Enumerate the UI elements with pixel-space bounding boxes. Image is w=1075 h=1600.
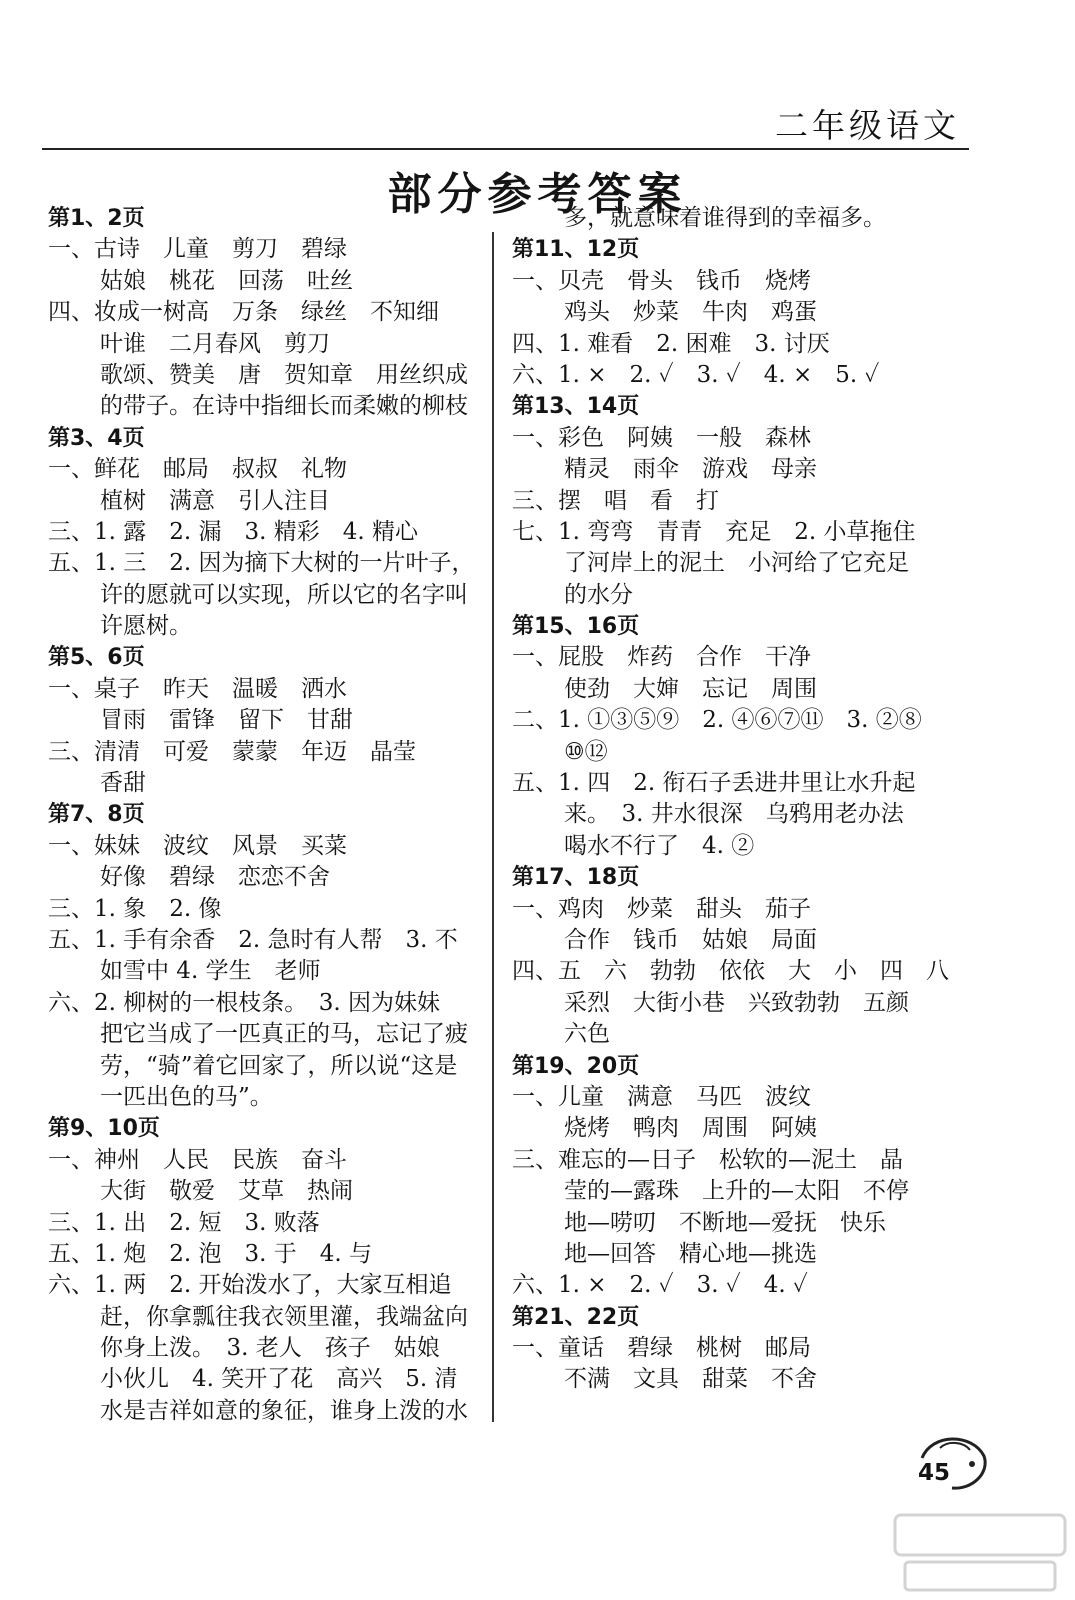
answer-line: 六色 [564, 1021, 610, 1048]
answer-line: 了河岸上的泥土 小河给了它充足 [564, 550, 909, 577]
answer-line: 三、清清 可爱 蒙蒙 年迈 晶莹 [48, 738, 416, 765]
answer-line: 一、桌子 昨天 温暖 洒水 [48, 675, 347, 702]
section-heading: 第15、16页 [512, 614, 640, 640]
answer-line: 六、1. × 2. ✓ 3. ✓ 4. ✓ [512, 1272, 808, 1299]
answer-line: 好像 碧绿 恋恋不舍 [100, 864, 330, 891]
answer-line: 喝水不行了 4. ② [564, 832, 755, 859]
answer-line: 水是吉祥如意的象征，谁身上泼的水 [100, 1397, 468, 1424]
page-number: 45 [918, 1460, 951, 1486]
answer-line: 歌颂、赞美 唐 贺知章 用丝织成 [100, 361, 468, 388]
answer-line: 地—回答 精心地—挑选 [564, 1240, 817, 1267]
answer-line: 一、屁股 炸药 合作 干净 [512, 644, 811, 671]
answer-line: 精灵 雨伞 游戏 母亲 [564, 456, 817, 483]
section-heading: 第3、4页 [48, 425, 145, 451]
answer-line: 你身上泼。 3. 老人 孩子 姑娘 [100, 1335, 440, 1362]
answer-line: 使劲 大婶 忘记 周围 [564, 675, 817, 702]
answer-line: 三、1. 象 2. 像 [48, 895, 222, 922]
section-heading: 第13、14页 [512, 394, 640, 420]
answer-line: 一、妹妹 波纹 风景 买菜 [48, 832, 347, 859]
answer-line: 冒雨 雷锋 留下 甘甜 [100, 707, 353, 734]
answer-line: 赶，你拿瓢往我衣领里灌，我端盆向 [100, 1303, 468, 1330]
answer-line: 烧烤 鸭肉 周围 阿姨 [564, 1115, 817, 1142]
section-heading: 第1、2页 [48, 206, 145, 231]
section-heading: 第7、8页 [48, 802, 145, 828]
answer-line: 五、1. 四 2. 衔石子丢进井里让水升起 [512, 770, 916, 797]
page-title: 部分参考答案 [387, 169, 688, 220]
answer-line: 四、1. 难看 2. 困难 3. 讨厌 [512, 330, 830, 357]
answer-line: 合作 钱币 姑娘 局面 [564, 926, 817, 953]
answer-line: 一、神州 人民 民族 奋斗 [48, 1146, 347, 1173]
section-heading: 第19、20页 [512, 1053, 640, 1079]
answer-line: 多，就意味着谁得到的幸福多。 [564, 205, 886, 231]
answer-line: 一匹出色的马”。 [100, 1083, 273, 1110]
answer-line: 四、五 六 勃勃 依依 大 小 四 八 [512, 958, 949, 985]
answer-line: 一、贝壳 骨头 钱币 烧烤 [512, 267, 811, 294]
answer-line: 一、古诗 儿童 剪刀 碧绿 [48, 236, 347, 263]
answer-line: 六、1. × 2. ✓ 3. ✓ 4. × 5. ✓ [512, 361, 880, 388]
header-rule [42, 148, 969, 150]
answer-line: 叶谁 二月春风 剪刀 [100, 330, 330, 357]
answer-line: 一、儿童 满意 马匹 波纹 [512, 1083, 811, 1110]
answer-line: 姑娘 桃花 回荡 吐丝 [100, 267, 353, 294]
answer-line: 许的愿就可以实现，所以它的名字叫 [100, 581, 468, 608]
answer-line: 一、鸡肉 炒菜 甜头 茄子 [512, 895, 811, 922]
answer-line: 把它当成了一匹真正的马，忘记了疲 [100, 1021, 468, 1048]
answer-line: 小伙儿 4. 笑开了花 高兴 5. 清 [100, 1366, 458, 1393]
answer-line: 三、1. 出 2. 短 3. 败落 [48, 1209, 320, 1236]
answer-line: 不满 文具 甜菜 不舍 [564, 1366, 817, 1393]
section-heading: 第5、6页 [48, 645, 145, 671]
answer-line: 六、1. 两 2. 开始泼水了，大家互相追 [48, 1272, 452, 1299]
answer-line: 一、童话 碧绿 桃树 邮局 [512, 1335, 811, 1362]
left-column [48, 203, 498, 1427]
answer-line: 香甜 [100, 770, 146, 797]
answer-line: 三、1. 露 2. 漏 3. 精彩 4. 精心 [48, 518, 419, 545]
column-divider [492, 232, 494, 1422]
answer-line: 五、1. 手有余香 2. 急时有人帮 3. 不 [48, 926, 458, 953]
answer-line: 一、彩色 阿姨 一般 森林 [512, 424, 811, 451]
section-heading: 第11、12页 [512, 237, 640, 263]
answer-line: 的带子。在诗中指细长而柔嫩的柳枝 [100, 393, 468, 420]
answer-line: 的水分 [564, 581, 633, 608]
answer-line: 采烈 大街小巷 兴致勃勃 五颜 [564, 989, 909, 1016]
answer-line: 许愿树。 [100, 613, 192, 640]
answer-line: 大街 敬爱 艾草 热闹 [100, 1178, 353, 1205]
answer-line: 四、妆成一树高 万条 绿丝 不知细 [48, 299, 439, 326]
section-heading: 第17、18页 [512, 865, 640, 891]
answer-line: 六、2. 柳树的一根枝条。 3. 因为妹妹 [48, 989, 441, 1016]
answer-line: 三、摆 唱 看 打 [512, 487, 719, 514]
watermark-logo-icon [890, 1510, 1070, 1595]
answer-line: 莹的—露珠 上升的—太阳 不停 [564, 1178, 909, 1205]
section-heading: 第9、10页 [48, 1116, 160, 1142]
answer-line: 一、鲜花 邮局 叔叔 礼物 [48, 456, 347, 483]
answer-line: 劳，“骑”着它回家了，所以说“这是 [100, 1052, 458, 1079]
answer-line: 七、1. 弯弯 青青 充足 2. 小草拖住 [512, 518, 916, 545]
answer-line: 二、1. ①③⑤⑨ 2. ④⑥⑦⑪ 3. ②⑧ [512, 707, 922, 734]
answer-line: 植树 满意 引人注目 [100, 487, 330, 514]
answer-line: ⑩⑫ [564, 738, 608, 765]
running-header: 二年级语文 [775, 106, 960, 145]
answer-line: 来。 3. 井水很深 乌鸦用老办法 [564, 801, 904, 828]
answer-line: 五、1. 三 2. 因为摘下大树的一片叶子， [48, 550, 475, 577]
answer-line: 三、难忘的—日子 松软的—泥土 晶 [512, 1146, 903, 1173]
answer-line: 如雪中 4. 学生 老师 [100, 958, 321, 985]
answer-line: 地—唠叨 不断地—爱抚 快乐 [564, 1209, 886, 1236]
right-column [512, 203, 962, 1396]
section-heading: 第21、22页 [512, 1304, 640, 1330]
answer-line: 五、1. 炮 2. 泡 3. 于 4. 与 [48, 1240, 373, 1267]
answer-line: 鸡头 炒菜 牛肉 鸡蛋 [564, 299, 817, 326]
